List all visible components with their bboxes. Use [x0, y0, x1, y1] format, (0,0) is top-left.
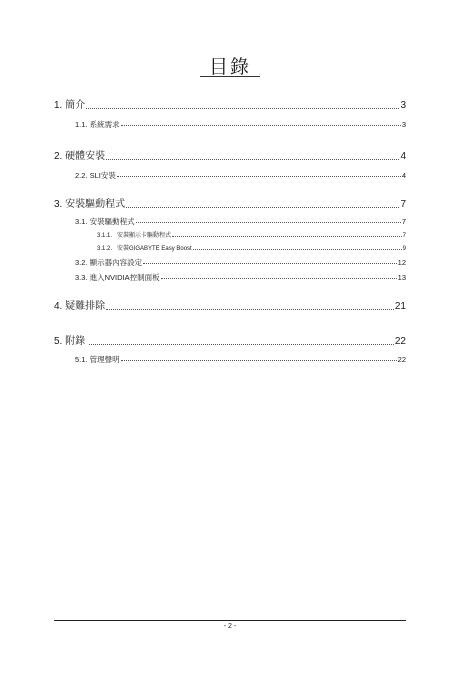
toc-leader-dots [121, 125, 401, 126]
toc-entry-label: 3.3. 進入NVIDIA控制面板 [75, 272, 160, 282]
toc-entry-label: 3.1.2. 安裝GIGABYTE Easy Boost [97, 246, 192, 252]
toc-entry-label: 2. 硬體安裝 [54, 151, 106, 162]
toc-entry[interactable] [0, 267, 460, 281]
toc-leader-dots [136, 222, 401, 223]
toc-entry-label: 1. 簡介 [54, 100, 86, 111]
toc-entry-page: 7 [400, 199, 406, 210]
toc-entry-label: 3.2. 顯示器內容設定 [75, 257, 143, 267]
toc-entry[interactable] [0, 225, 460, 239]
toc-entry-label: 1.1. 系統需求 [75, 119, 120, 129]
toc-entry-label: 3.1.1. 安裝顯示卡驅動程式 [97, 233, 172, 239]
toc-entry-page: 4 [400, 151, 406, 162]
toc-entry-page: 12 [397, 257, 406, 267]
toc-leader-dots [161, 278, 397, 279]
toc-leader-dots [86, 108, 399, 109]
toc-entry[interactable] [0, 238, 460, 252]
toc-entry[interactable] [0, 196, 460, 210]
toc-entry-page: 3 [400, 100, 406, 111]
page-title: 目錄 [208, 56, 251, 78]
toc-entry-page: 13 [397, 272, 406, 282]
toc-entry-page: 9 [402, 246, 406, 252]
toc-entry-page: 7 [402, 233, 406, 239]
toc-entry-page: 22 [397, 354, 406, 364]
toc-entry[interactable] [0, 114, 460, 128]
toc-leader-dots [89, 344, 394, 345]
footer-rule [54, 620, 406, 621]
toc-leader-dots [106, 309, 394, 310]
toc-entry-page: 22 [394, 336, 406, 347]
toc-entry-page: 3 [401, 119, 406, 129]
toc-entry-label: 3.1. 安裝驅動程式 [75, 216, 135, 226]
toc-entry[interactable] [0, 333, 460, 347]
toc-entry-label: 3. 安裝驅動程式 [54, 199, 126, 210]
toc-leader-dots [172, 236, 402, 237]
toc-entry-page: 7 [401, 216, 406, 226]
toc-entry-page: 4 [401, 170, 406, 180]
toc-entry-label: 2.2. SLI安裝 [75, 170, 116, 180]
toc-leader-dots [117, 176, 401, 177]
toc-entry-label: 5.1. 管理聲明 [75, 354, 120, 364]
toc-leader-dots [193, 249, 402, 250]
toc-entry[interactable] [0, 298, 460, 312]
toc-leader-dots [106, 159, 399, 160]
toc-entry-label: 5. 附錄 [54, 336, 88, 347]
toc-entry[interactable] [0, 165, 460, 179]
toc-entry-page: 21 [394, 301, 406, 312]
toc-entry-label: 4. 疑難排除 [54, 301, 106, 312]
page-number: - 2 - [223, 623, 237, 630]
title-underline [200, 76, 260, 77]
toc-entry[interactable] [0, 349, 460, 363]
toc-entry[interactable] [0, 211, 460, 225]
toc-leader-dots [121, 360, 397, 361]
toc-entry[interactable] [0, 97, 460, 111]
toc-leader-dots [143, 263, 397, 264]
toc-entry[interactable] [0, 148, 460, 162]
toc-leader-dots [126, 207, 399, 208]
toc-entry[interactable] [0, 252, 460, 266]
